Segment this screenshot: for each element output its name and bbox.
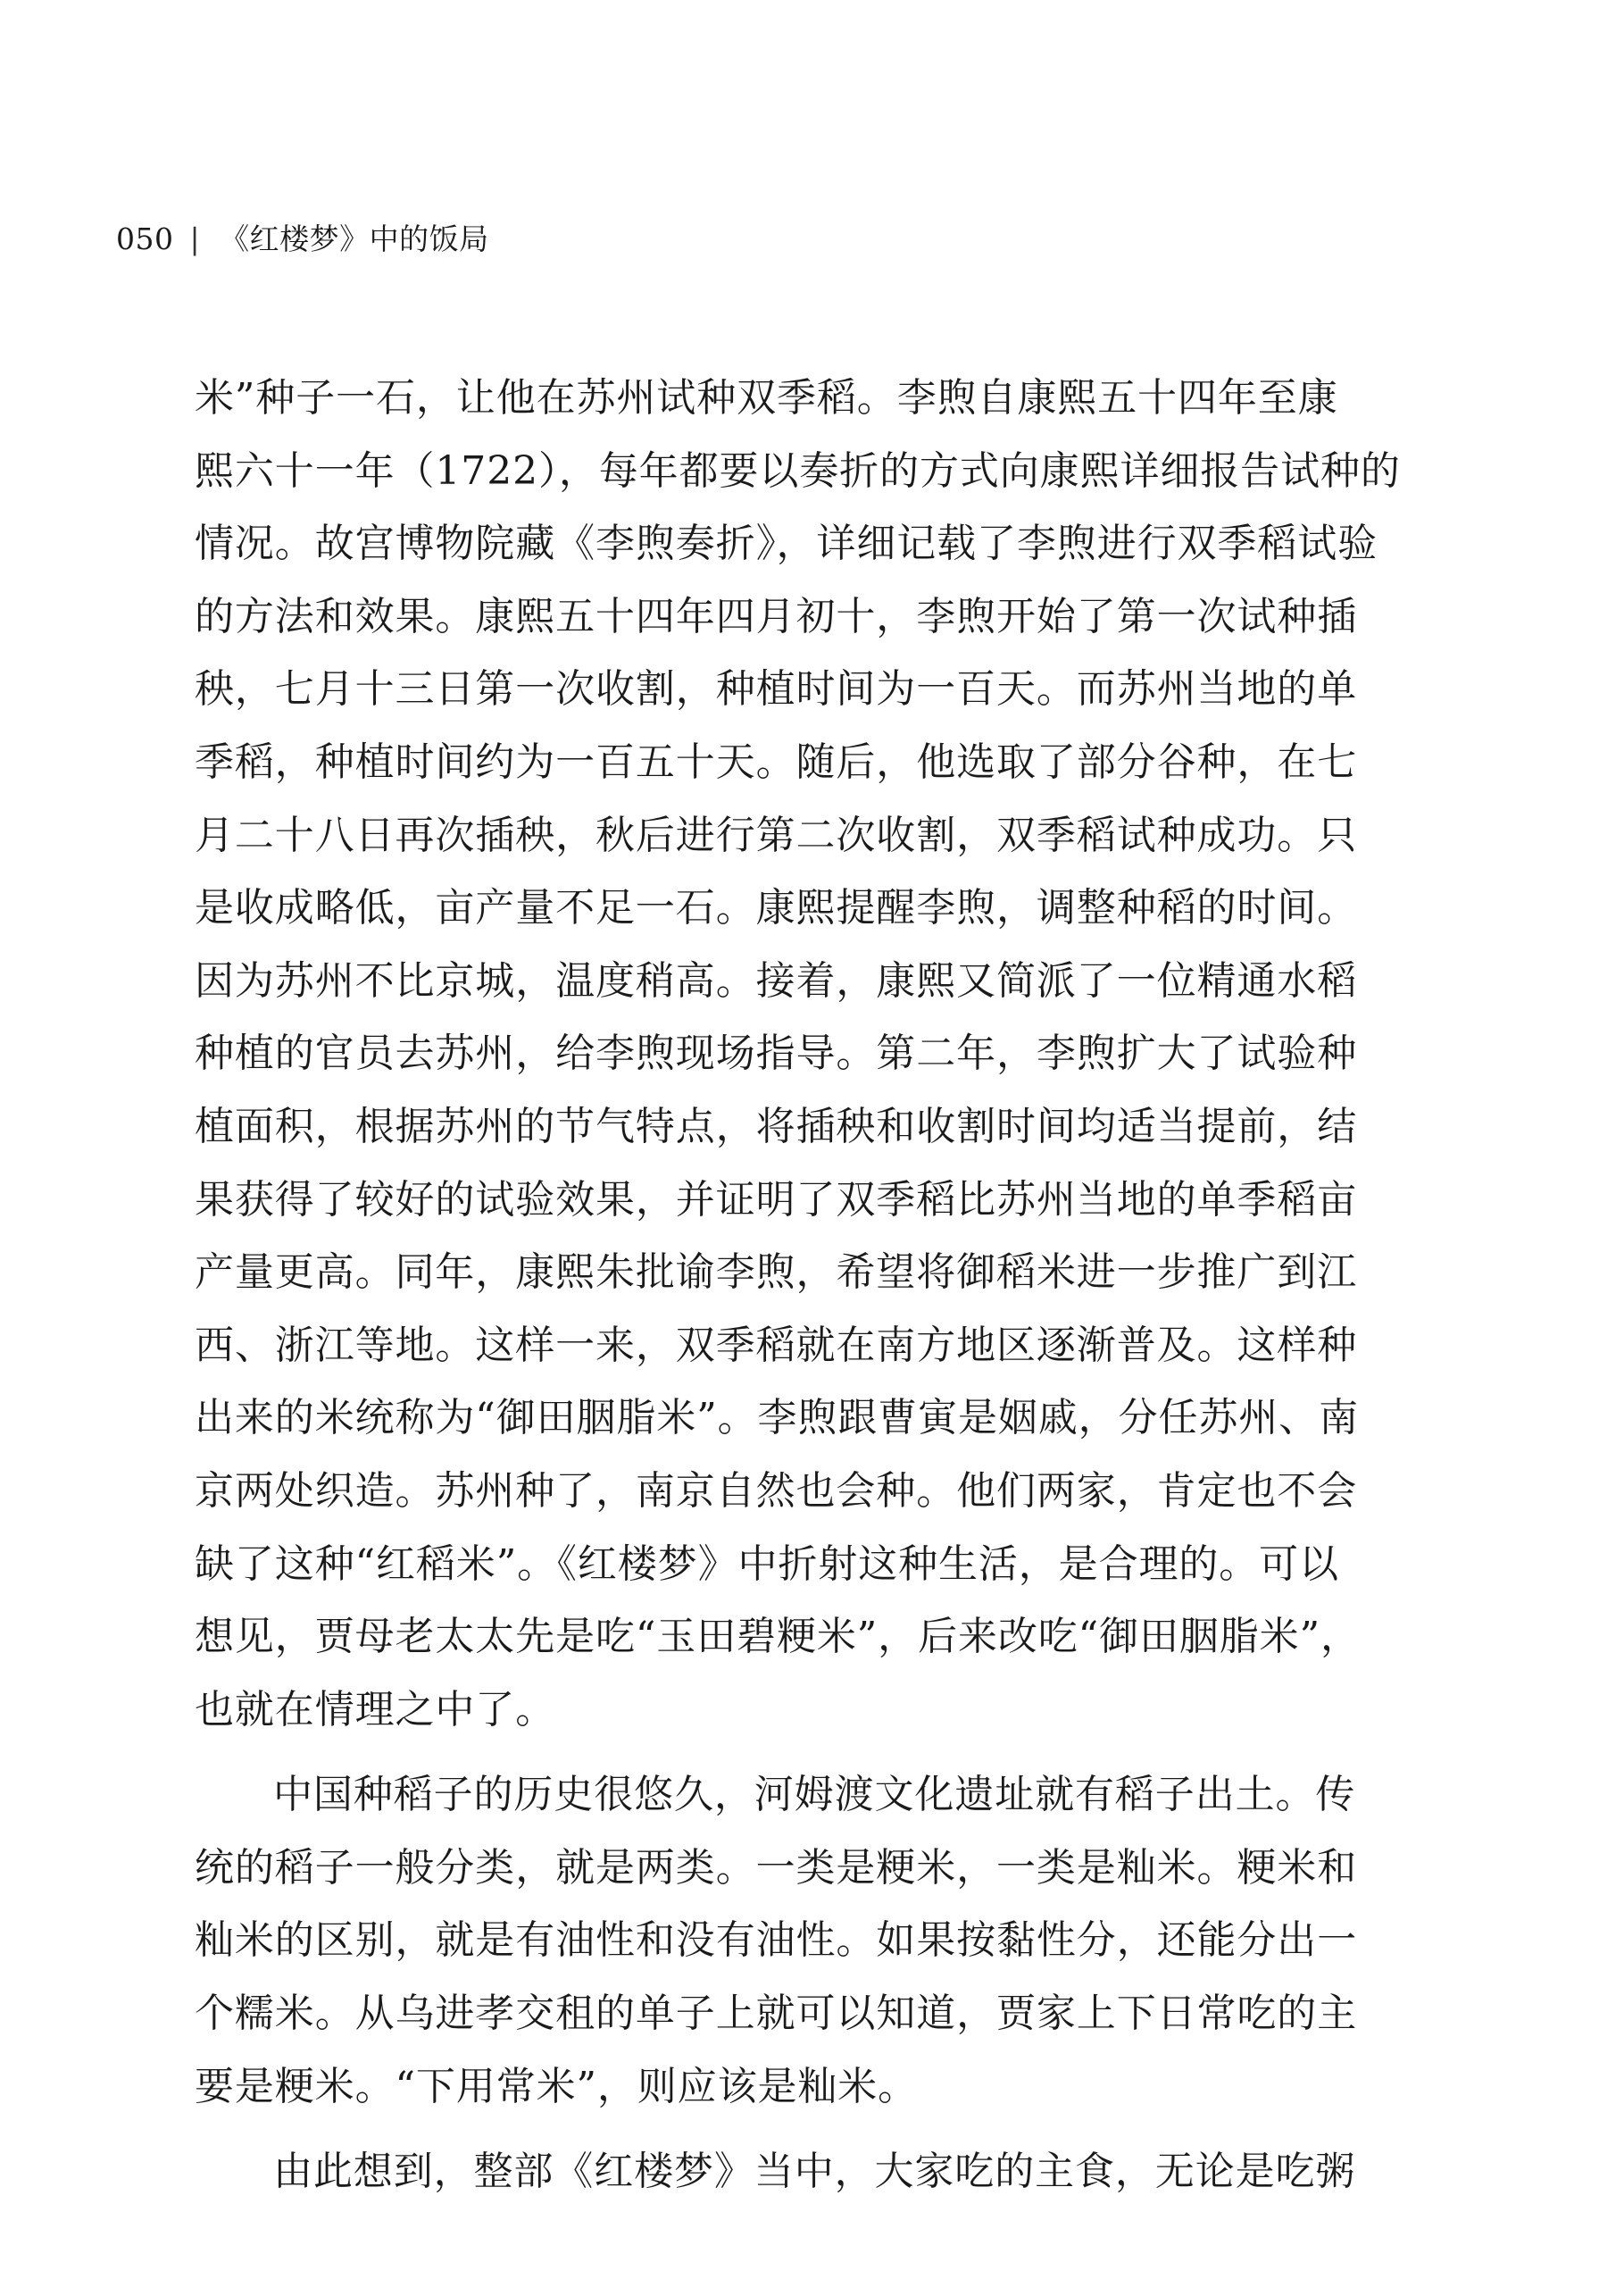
text-line: 植面积，根据苏州的节气特点，将插秧和收割时间均适当提前，结 xyxy=(195,1103,1358,1149)
text-line: 出来的米统称为“御田胭脂米”。李煦跟曹寅是姻戚，分任苏州、南 xyxy=(195,1395,1359,1441)
paragraph-2 xyxy=(195,1758,1358,2123)
book-title: 《红楼梦》中的饭局 xyxy=(220,221,489,256)
text-line: 产量更高。同年，康熙朱批谕李煦，希望将御稻米进一步推广到江 xyxy=(195,1249,1358,1296)
text-line: 季稻，种植时间约为一百五十天。随后，他选取了部分谷种，在七 xyxy=(195,739,1358,785)
text-line: 个糯米。从乌进孝交租的单子上就可以知道，贾家上下日常吃的主 xyxy=(195,1991,1358,2037)
body-text xyxy=(195,362,1401,2208)
text-line: 统的稻子一般分类，就是两类。一类是粳米，一类是籼米。粳米和 xyxy=(195,1844,1358,1891)
page-number: 050 xyxy=(116,221,174,256)
running-head xyxy=(116,220,489,259)
text-line: 熙六十一年（1722），每年都要以奏折的方式向康熙详细报告试种的 xyxy=(195,447,1401,494)
text-line: 秧，七月十三日第一次收割，种植时间为一百天。而苏州当地的单 xyxy=(195,666,1358,713)
text-line: 果获得了较好的试验效果，并证明了双季稻比苏州当地的单季稻亩 xyxy=(195,1176,1358,1223)
text-line: 籼米的区别，就是有油性和没有油性。如果按黏性分，还能分出一 xyxy=(195,1917,1358,1964)
text-line: 缺了这种“红稻米”。《红楼梦》中折射这种生活，是合理的。可以 xyxy=(195,1540,1339,1587)
text-line: 西、浙江等地。这样一来，双季稻就在南方地区逐渐普及。这样种 xyxy=(195,1322,1358,1368)
header-separator: | xyxy=(189,221,201,256)
paragraph-1 xyxy=(195,362,1401,1746)
text-line-last: 也就在情理之中了。 xyxy=(195,1686,556,1732)
text-line: 的方法和效果。康熙五十四年四月初十，李煦开始了第一次试种插 xyxy=(195,593,1358,639)
text-line: 情况。故宫博物院藏《李煦奏折》，详细记载了李煦进行双季稻试验 xyxy=(195,521,1378,567)
text-line: 因为苏州不比京城，温度稍高。接着，康熙又简派了一位精通水稻 xyxy=(195,957,1358,1004)
text-line: 京两处织造。苏州种了，南京自然也会种。他们两家，肯定也不会 xyxy=(195,1467,1358,1514)
text-line: 月二十八日再次插秧，秋后进行第二次收割，双季稻试种成功。只 xyxy=(195,812,1358,858)
paragraph-3 xyxy=(195,2135,1356,2208)
text-line: 种植的官员去苏州，给李煦现场指导。第二年，李煦扩大了试验种 xyxy=(195,1031,1358,1077)
text-line-first: 由此想到，整部《红楼梦》当中，大家吃的主食，无论是吃粥 xyxy=(273,2149,1356,2195)
text-line: 想见，贾母老太太先是吃“玉田碧粳米”，后来改吃“御田胭脂米”， xyxy=(195,1614,1361,1660)
text-line: 米”种子一石，让他在苏州试种双季稻。李煦自康熙五十四年至康 xyxy=(195,375,1338,421)
paragraph-spacing xyxy=(195,1746,1266,1758)
text-line-first: 中国种稻子的历史很悠久，河姆渡文化遗址就有稻子出土。传 xyxy=(273,1772,1356,1818)
text-line: 是收成略低，亩产量不足一石。康熙提醒李煦，调整种稻的时间。 xyxy=(195,885,1358,931)
paragraph-spacing xyxy=(195,2123,1266,2135)
text-line-last: 要是粳米。“下用常米”，则应该是籼米。 xyxy=(195,2063,919,2109)
